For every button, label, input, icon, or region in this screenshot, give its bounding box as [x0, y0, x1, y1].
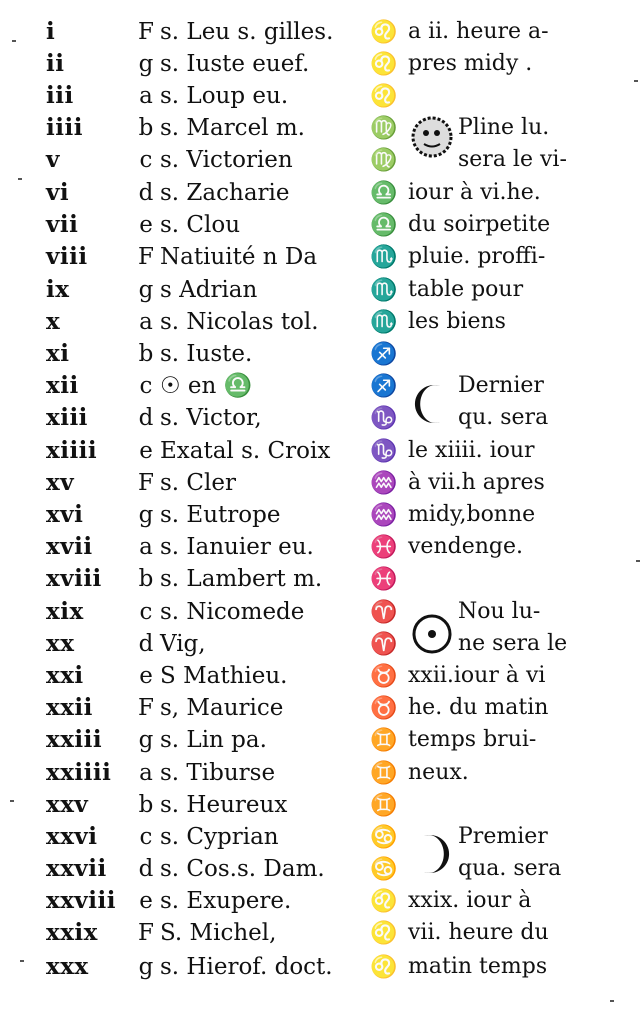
day-number: v: [46, 146, 60, 173]
lunar-note: vendenge.: [408, 534, 523, 559]
saint-name: s. Heureux: [160, 792, 288, 818]
saint-name: s. Ianuier eu.: [160, 534, 314, 560]
lunar-note: xxix. iour à: [408, 888, 532, 913]
zodiac-sign: ♏: [370, 277, 398, 303]
zodiac-sign: ♌: [370, 19, 398, 45]
calendar-row: [0, 113, 644, 145]
saint-name: s. Cyprian: [160, 824, 279, 850]
dominical-letter: c: [139, 147, 153, 173]
saint-name: s. Nicolas tol.: [160, 309, 319, 335]
calendar-row: [0, 242, 644, 274]
zodiac-sign: ♓: [370, 566, 398, 592]
scan-speck: [12, 40, 16, 42]
scan-speck: [610, 1000, 614, 1002]
day-number: iiii: [46, 114, 83, 141]
saint-name: Natiuité n Da: [160, 244, 318, 270]
dominical-letter: b: [138, 341, 154, 367]
lunar-note: Nou lu-: [458, 599, 541, 624]
last-quarter-moon-icon: [410, 382, 454, 426]
zodiac-sign: ♈: [370, 631, 398, 657]
day-number: xxv: [46, 791, 89, 818]
calendar-row: [0, 49, 644, 81]
calendar-row: [0, 822, 644, 854]
lunar-note: vii. heure du: [408, 920, 549, 945]
saint-name: s. Tiburse: [160, 760, 276, 786]
day-number: xxix: [46, 919, 98, 946]
zodiac-sign: ♎: [370, 180, 398, 206]
zodiac-sign: ♌: [370, 920, 398, 946]
dominical-letter: g: [138, 51, 154, 77]
calendar-row: [0, 758, 644, 790]
dominical-letter: b: [138, 566, 154, 592]
day-number: xix: [46, 598, 84, 625]
saint-name: Exatal s. Croix: [160, 438, 331, 464]
scan-speck: [10, 800, 14, 802]
dominical-letter: a: [139, 309, 153, 335]
zodiac-sign: ♐: [370, 341, 398, 367]
dominical-letter: F: [138, 920, 154, 946]
lunar-note: neux.: [408, 760, 469, 785]
lunar-note: temps brui-: [408, 727, 537, 752]
lunar-note: le xiiii. iour: [408, 438, 535, 463]
day-number: vii: [46, 211, 79, 238]
saint-name: s, Maurice: [160, 695, 284, 721]
calendar-row: [0, 210, 644, 242]
dominical-letter: d: [138, 856, 154, 882]
zodiac-sign: ♊: [370, 792, 398, 818]
saint-name: s. Eutrope: [160, 502, 281, 528]
calendar-row: [0, 468, 644, 500]
dominical-letter: c: [139, 373, 153, 399]
dominical-letter: g: [138, 277, 154, 303]
saint-name: s. Iuste.: [160, 341, 253, 367]
day-number: xxiii: [46, 726, 103, 753]
saint-name: s. Hierof. doct.: [160, 954, 333, 980]
day-number: xxvii: [46, 855, 107, 882]
day-number: xxiiii: [46, 759, 112, 786]
saint-name: s. Cler: [160, 470, 236, 496]
calendar-row: [0, 564, 644, 596]
dominical-letter: a: [139, 534, 153, 560]
zodiac-sign: ♓: [370, 534, 398, 560]
saint-name: s. Lambert m.: [160, 566, 323, 592]
zodiac-sign: ♏: [370, 309, 398, 335]
lunar-note: du soirpetite: [408, 212, 551, 237]
saint-name: s. Victor,: [160, 405, 262, 431]
day-number: xvii: [46, 533, 93, 560]
calendar-row: [0, 178, 644, 210]
day-number: xxii: [46, 694, 93, 721]
calendar-row: [0, 403, 644, 435]
saint-name: s. Marcel m.: [160, 115, 305, 141]
lunar-note: sera le vi-: [458, 147, 567, 172]
saint-name: s Adrian: [160, 277, 258, 303]
zodiac-sign: ♑: [370, 438, 398, 464]
day-number: xiii: [46, 404, 88, 431]
dominical-letter: e: [139, 663, 153, 689]
dominical-letter: g: [138, 502, 154, 528]
lunar-note: matin temps: [408, 954, 548, 979]
dominical-letter: g: [138, 954, 154, 980]
day-number: xiiii: [46, 437, 98, 464]
lunar-note: Dernier: [458, 373, 544, 398]
calendar-row: [0, 629, 644, 661]
calendar-row: [0, 661, 644, 693]
saint-name: s. Leu s. gilles.: [160, 19, 334, 45]
dominical-letter: c: [139, 824, 153, 850]
day-number: viii: [46, 243, 88, 270]
lunar-note: à vii.h apres: [408, 470, 545, 495]
calendar-row: [0, 918, 644, 950]
calendar-row: [0, 790, 644, 822]
saint-name: s. Zacharie: [160, 180, 290, 206]
day-number: xv: [46, 469, 75, 496]
saint-name: ☉ en ♎: [160, 373, 253, 399]
saint-name: Vig,: [160, 631, 206, 657]
zodiac-sign: ♎: [370, 212, 398, 238]
lunar-note: les biens: [408, 309, 506, 334]
calendar-row: [0, 81, 644, 113]
saint-name: s. Lin pa.: [160, 727, 267, 753]
lunar-note: xxii.iour à vi: [408, 663, 546, 688]
dominical-letter: a: [139, 83, 153, 109]
lunar-note: ne sera le: [458, 631, 568, 656]
zodiac-sign: ♒: [370, 470, 398, 496]
zodiac-sign: ♑: [370, 405, 398, 431]
calendar-row: [0, 952, 644, 984]
zodiac-sign: ♌: [370, 83, 398, 109]
full-moon-icon: [410, 115, 454, 159]
dominical-letter: d: [138, 405, 154, 431]
day-number: i: [46, 18, 56, 45]
calendar-row: [0, 854, 644, 886]
lunar-note: qua. sera: [458, 856, 562, 881]
dominical-letter: F: [138, 695, 154, 721]
dominical-letter: e: [139, 212, 153, 238]
day-number: xvi: [46, 501, 84, 528]
calendar-row: [0, 275, 644, 307]
day-number: ix: [46, 276, 70, 303]
calendar-row: [0, 532, 644, 564]
new-moon-icon: [410, 612, 454, 656]
lunar-note: qu. sera: [458, 405, 549, 430]
lunar-note: pres midy .: [408, 51, 533, 76]
dominical-letter: b: [138, 792, 154, 818]
saint-name: s. Cos.s. Dam.: [160, 856, 325, 882]
day-number: xxx: [46, 953, 89, 980]
day-number: xx: [46, 630, 75, 657]
lunar-note: he. du matin: [408, 695, 549, 720]
lunar-note: Premier: [458, 824, 548, 849]
calendar-row: [0, 436, 644, 468]
zodiac-sign: ♍: [370, 115, 398, 141]
zodiac-sign: ♍: [370, 147, 398, 173]
saint-name: S Mathieu.: [160, 663, 288, 689]
zodiac-sign: ♊: [370, 727, 398, 753]
zodiac-sign: ♊: [370, 760, 398, 786]
dominical-letter: b: [138, 115, 154, 141]
dominical-letter: d: [138, 180, 154, 206]
zodiac-sign: ♈: [370, 599, 398, 625]
saint-name: s. Victorien: [160, 147, 293, 173]
zodiac-sign: ♒: [370, 502, 398, 528]
calendar-row: [0, 145, 644, 177]
first-quarter-moon-icon: [410, 832, 454, 876]
saint-name: s. Iuste euef.: [160, 51, 310, 77]
day-number: iii: [46, 82, 74, 109]
zodiac-sign: ♉: [370, 695, 398, 721]
zodiac-sign: ♏: [370, 244, 398, 270]
saint-name: s. Nicomede: [160, 599, 305, 625]
calendar-row: [0, 371, 644, 403]
zodiac-sign: ♉: [370, 663, 398, 689]
lunar-note: a ii. heure a-: [408, 19, 549, 44]
zodiac-sign: ♌: [370, 954, 398, 980]
dominical-letter: d: [138, 631, 154, 657]
day-number: xii: [46, 372, 79, 399]
lunar-note: pluie. proffi-: [408, 244, 546, 269]
day-number: xxviii: [46, 887, 117, 914]
calendar-row: [0, 725, 644, 757]
dominical-letter: e: [139, 888, 153, 914]
saint-name: s. Loup eu.: [160, 83, 289, 109]
calendar-row: [0, 339, 644, 371]
day-number: vi: [46, 179, 70, 206]
lunar-note: table pour: [408, 277, 524, 302]
zodiac-sign: ♋: [370, 824, 398, 850]
calendar-row: [0, 886, 644, 918]
day-number: xxvi: [46, 823, 98, 850]
saint-name: s. Clou: [160, 212, 241, 238]
day-number: ii: [46, 50, 65, 77]
scan-speck: [634, 80, 638, 82]
saint-name: s. Exupere.: [160, 888, 292, 914]
calendar-row: [0, 693, 644, 725]
dominical-letter: F: [138, 244, 154, 270]
scan-speck: [18, 178, 22, 180]
zodiac-sign: ♌: [370, 888, 398, 914]
dominical-letter: F: [138, 470, 154, 496]
calendar-row: [0, 307, 644, 339]
dominical-letter: a: [139, 760, 153, 786]
lunar-note: iour à vi.he.: [408, 180, 541, 205]
dominical-letter: e: [139, 438, 153, 464]
day-number: xviii: [46, 565, 102, 592]
lunar-note: Pline lu.: [458, 115, 550, 140]
scan-speck: [636, 560, 640, 562]
lunar-note: midy,bonne: [408, 502, 536, 527]
zodiac-sign: ♐: [370, 373, 398, 399]
zodiac-sign: ♌: [370, 51, 398, 77]
calendar-row: [0, 17, 644, 49]
day-number: xxi: [46, 662, 84, 689]
day-number: xi: [46, 340, 70, 367]
day-number: x: [46, 308, 61, 335]
scan-speck: [20, 960, 24, 962]
saint-name: S. Michel,: [160, 920, 277, 946]
dominical-letter: c: [139, 599, 153, 625]
dominical-letter: g: [138, 727, 154, 753]
calendar-row: [0, 597, 644, 629]
zodiac-sign: ♋: [370, 856, 398, 882]
calendar-row: [0, 500, 644, 532]
dominical-letter: F: [138, 19, 154, 45]
